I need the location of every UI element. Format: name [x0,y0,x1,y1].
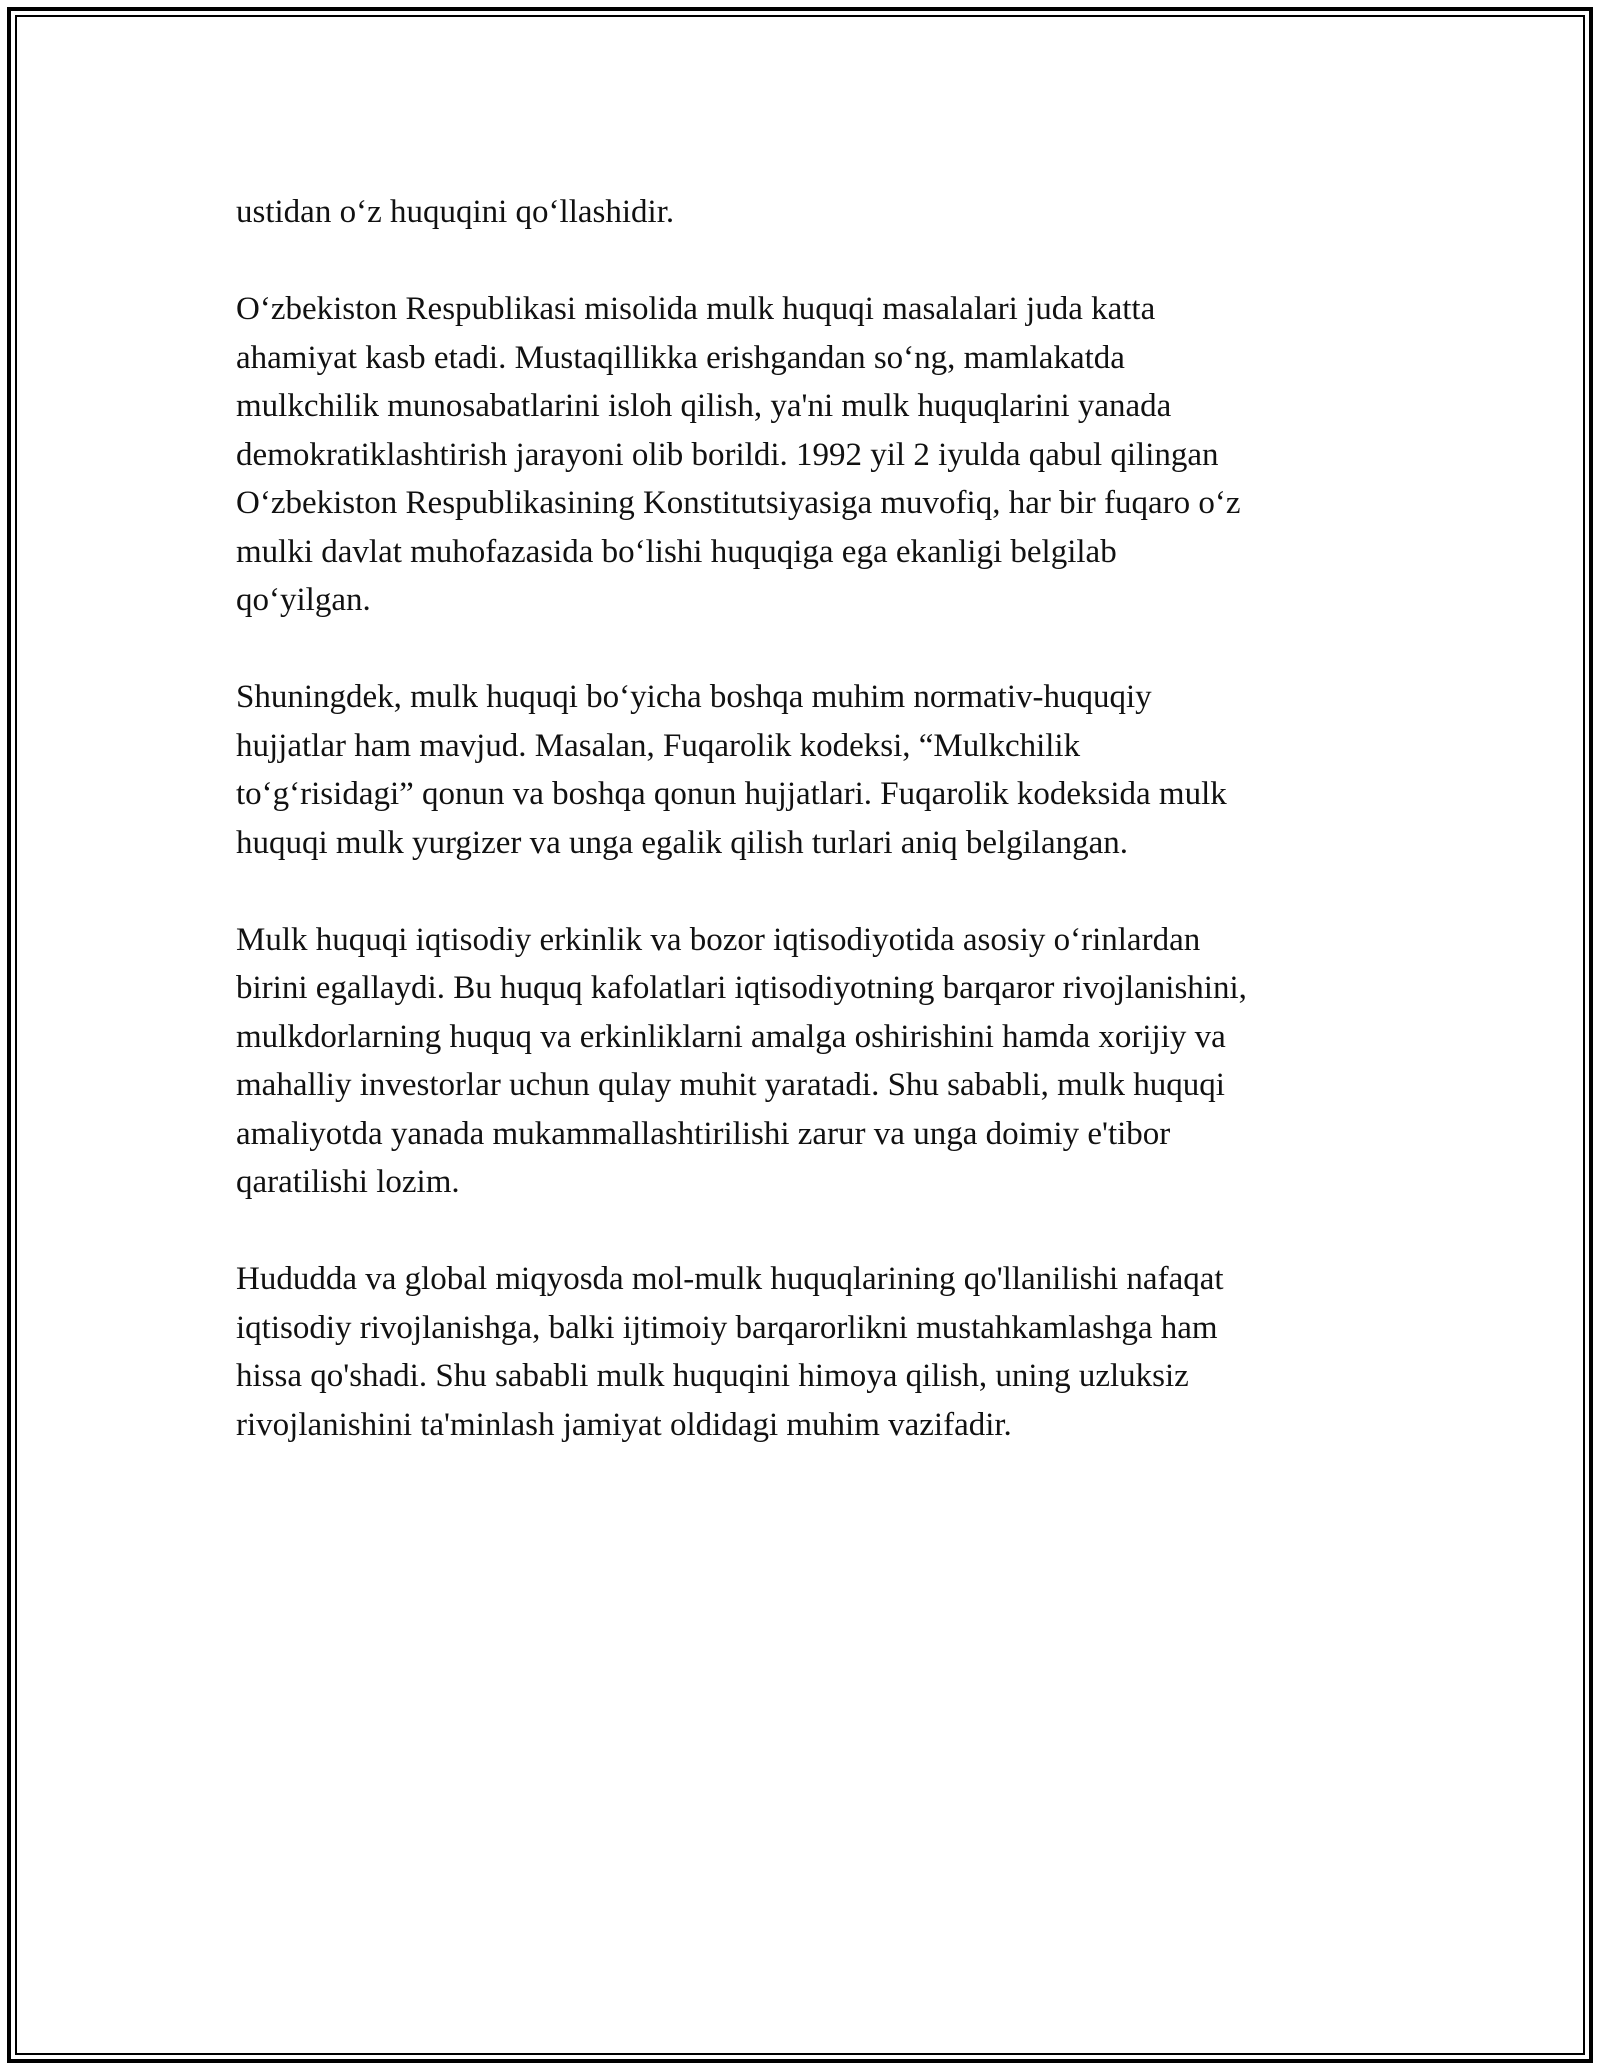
paragraph-continuation: ustidan oʻz huquqini qoʻllashidir. [236,194,675,230]
paragraph-constitution: Oʻzbekiston Respublikasi misolida mulk huquqi masalalari juda katta ahamiyat kasb etadi. Mustaqillikka erishgandan soʻng, mamlakatda mulkchilik munosabatlarini isloh qilish, ya'ni mulk huquqlarini yanada demokratiklashtirish jarayoni olib borildi. 1992 yil 2 iyulda qabul qilingan Oʻzbekiston Respublikasining Konstitutsiyasiga muvofiq, har bir fuqaro oʻz mulki davlat muhofazasida boʻlishi huquqiga ega ekanligi belgilab qoʻyilgan. [236,291,1241,618]
paragraph-global-application: Hududda va global miqyosda mol-mulk huquqlarining qo'llanilishi nafaqat iqtisodiy rivojlanishga, balki ijtimoiy barqarorlikni mustahkamlashga ham hissa qo'shadi. Shu sababli mulk huquqini himoya qilish, uning uzluksiz rivojlanishini ta'minlash jamiyat oldidagi muhim vazifadir. [236,1261,1224,1443]
paragraph-normative-acts: Shuningdek, mulk huquqi boʻyicha boshqa muhim normativ-huquqiy hujjatlar ham mavjud. Masalan, Fuqarolik kodeksi, “Mulkchilik toʻgʻrisidagi” qonun va boshqa qonun hujjatlari. Fuqarolik kodeksida mulk huquqi mulk yurgizer va unga egalik qilish turlari aniq belgilangan. [236,679,1227,861]
paragraph-economic-freedom: Mulk huquqi iqtisodiy erkinlik va bozor iqtisodiyotida asosiy oʻrinlardan birini egallaydi. Bu huquq kafolatlari iqtisodiyotning barqaror rivojlanishini, mulkdorlarning huquq va erkinliklarni amalga oshirishini hamda xorijiy va mahalliy investorlar uchun qulay muhit yaratadi. Shu sababli, mulk huquqi amaliyotda yanada mukammallashtirilishi zarur va unga doimiy e'tibor qaratilishi lozim. [236,921,1247,1200]
document-body [236,188,1376,1498]
